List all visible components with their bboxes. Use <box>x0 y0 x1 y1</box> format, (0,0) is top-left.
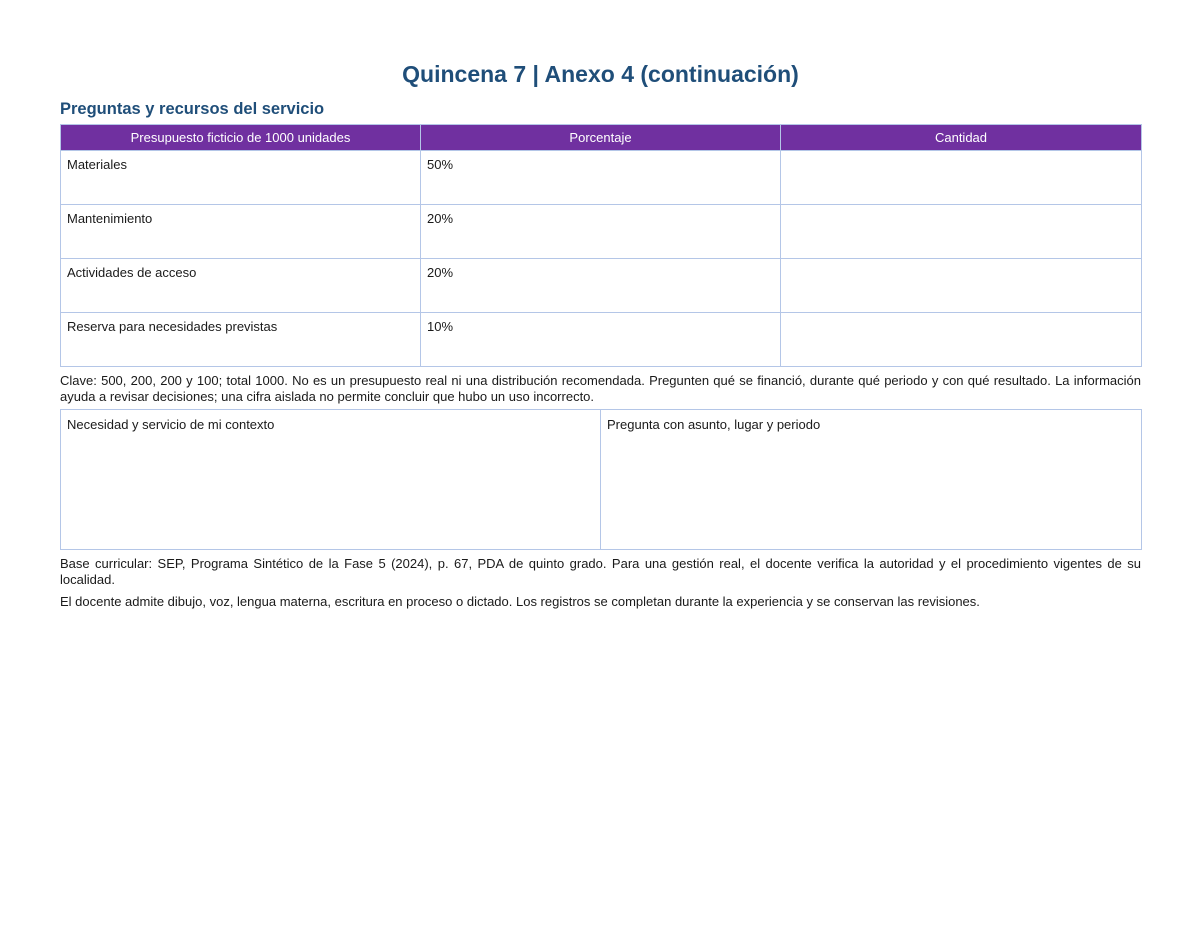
row-amount-cell[interactable] <box>781 259 1142 313</box>
budget-table <box>60 124 1142 367</box>
row-concept: Mantenimiento <box>61 205 421 259</box>
context-row <box>61 410 1142 550</box>
header-amount: Cantidad <box>781 125 1142 151</box>
row-percent: 10% <box>421 313 781 367</box>
table-row <box>61 151 1142 205</box>
page-title: Quincena 7 | Anexo 4 (continuación) <box>402 61 799 87</box>
row-percent: 50% <box>421 151 781 205</box>
context-question-cell[interactable]: Pregunta con asunto, lugar y periodo <box>601 410 1142 550</box>
row-concept: Reserva para necesidades previstas <box>61 313 421 367</box>
header-budget: Presupuesto ficticio de 1000 unidades <box>61 125 421 151</box>
row-amount-cell[interactable] <box>781 151 1142 205</box>
curricular-note: Base curricular: SEP, Programa Sintético de la Fase 5 (2024), p. 67, PDA de quinto grado. Para una gestión real, el docente verifica la autoridad y el procedimiento vigentes de su localidad. <box>60 556 1141 587</box>
teacher-note: El docente admite dibujo, voz, lengua materna, escritura en proceso o dictado. Los registros se completan durante la experiencia y se conservan las revisiones. <box>60 594 980 609</box>
row-amount-cell[interactable] <box>781 205 1142 259</box>
row-percent: 20% <box>421 205 781 259</box>
context-need-cell[interactable]: Necesidad y servicio de mi contexto <box>61 410 601 550</box>
context-table <box>60 409 1142 550</box>
row-concept: Actividades de acceso <box>61 259 421 313</box>
table-row <box>61 205 1142 259</box>
section-subtitle: Preguntas y recursos del servicio <box>60 100 325 118</box>
row-percent: 20% <box>421 259 781 313</box>
header-percent: Porcentaje <box>421 125 781 151</box>
row-concept: Materiales <box>61 151 421 205</box>
key-note: Clave: 500, 200, 200 y 100; total 1000. No es un presupuesto real ni una distribución recomendada. Pregunten qué se financió, durante qué periodo y con qué resultado. La información ayuda a revisar decisiones; una cifra aislada no permite concluir que hubo un uso incorrecto. <box>60 373 1141 404</box>
table-row <box>61 313 1142 367</box>
table-row <box>61 259 1142 313</box>
budget-header-row <box>61 125 1142 151</box>
row-amount-cell[interactable] <box>781 313 1142 367</box>
